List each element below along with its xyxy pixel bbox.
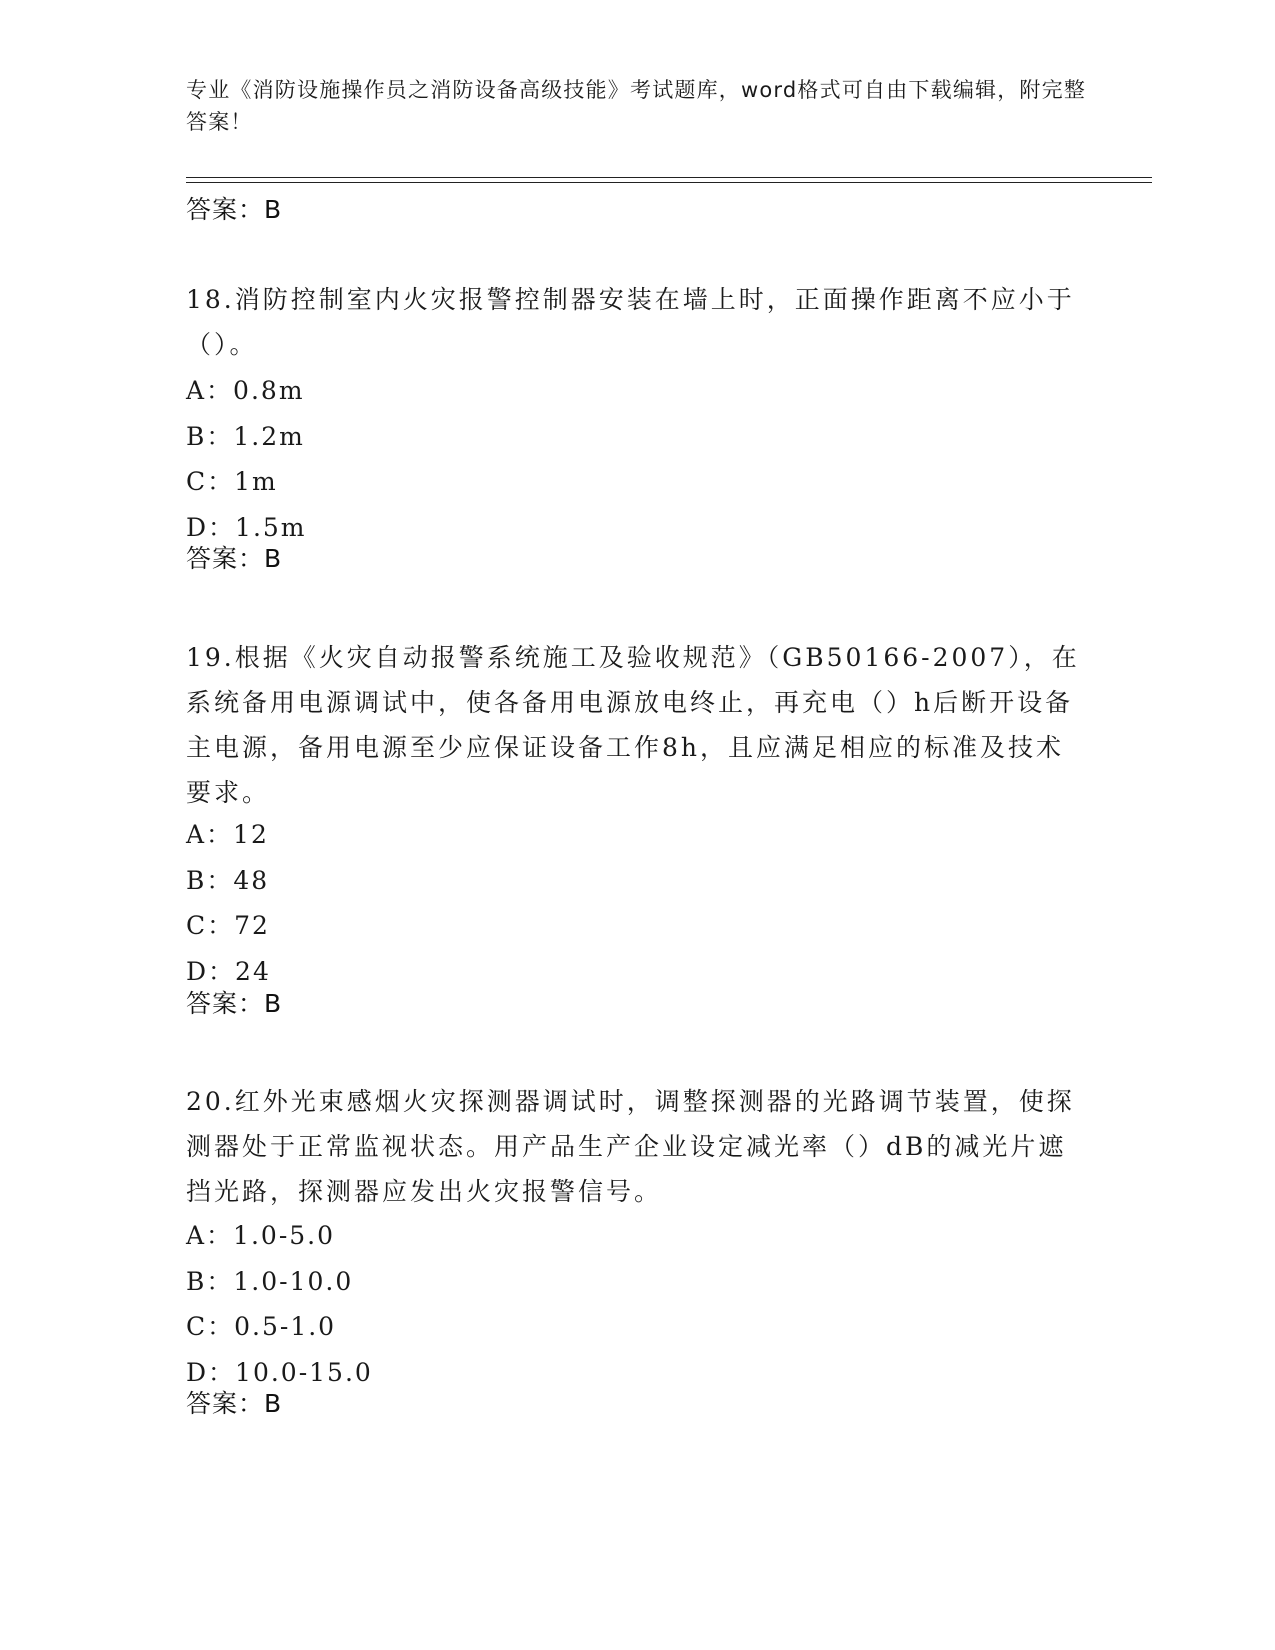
- question-18-text: 18.消防控制室内火灾报警控制器安装在墙上时，正面操作距离不应小于（）。: [186, 285, 1075, 359]
- option-d: D：24: [186, 956, 271, 986]
- option-c: C：72: [186, 911, 270, 940]
- answer-label: 答案：B: [186, 195, 283, 224]
- header-divider-top: [186, 177, 1152, 178]
- option-c: C：1m: [186, 467, 278, 496]
- question-19-answer: 答案：B: [186, 989, 283, 1018]
- option-a: A：0.8m: [186, 376, 305, 405]
- question-18-answer: 答案：B: [186, 544, 283, 573]
- option-d: D：1.5m: [186, 512, 307, 542]
- option-d: D：10.0-15.0: [186, 1357, 373, 1387]
- question-18-options: [186, 368, 1086, 550]
- option-a: A：1.0-5.0: [186, 1221, 336, 1250]
- question-19-options: [186, 812, 1086, 994]
- document-header: 专业《消防设施操作员之消防设备高级技能》考试题库，word格式可自由下载编辑，附完整答案！: [186, 78, 1087, 134]
- option-a: A：12: [186, 820, 269, 849]
- question-20-options: [186, 1213, 1086, 1395]
- option-b: B：1.2m: [186, 421, 305, 451]
- question-20-answer: 答案：B: [186, 1389, 283, 1418]
- option-b: B：1.0-10.0: [186, 1266, 354, 1296]
- question-20-text: 20.红外光束感烟火灾探测器调试时，调整探测器的光路调节装置，使探测器处于正常监视状态。用产品生产企业设定减光率（）dB的减光片遮挡光路，探测器应发出火灾报警信号。: [186, 1087, 1075, 1206]
- question-19-text: 19.根据《火灾自动报警系统施工及验收规范》（GB50166-2007），在系统备用电源调试中，使各备用电源放电终止，再充电（）h后断开设备主电源，备用电源至少应保证设备工作8h，且应满足相应的标准及技术要求。: [186, 643, 1080, 807]
- option-c: C：0.5-1.0: [186, 1312, 337, 1341]
- header-divider-bottom: [186, 182, 1152, 183]
- option-b: B：48: [186, 865, 270, 895]
